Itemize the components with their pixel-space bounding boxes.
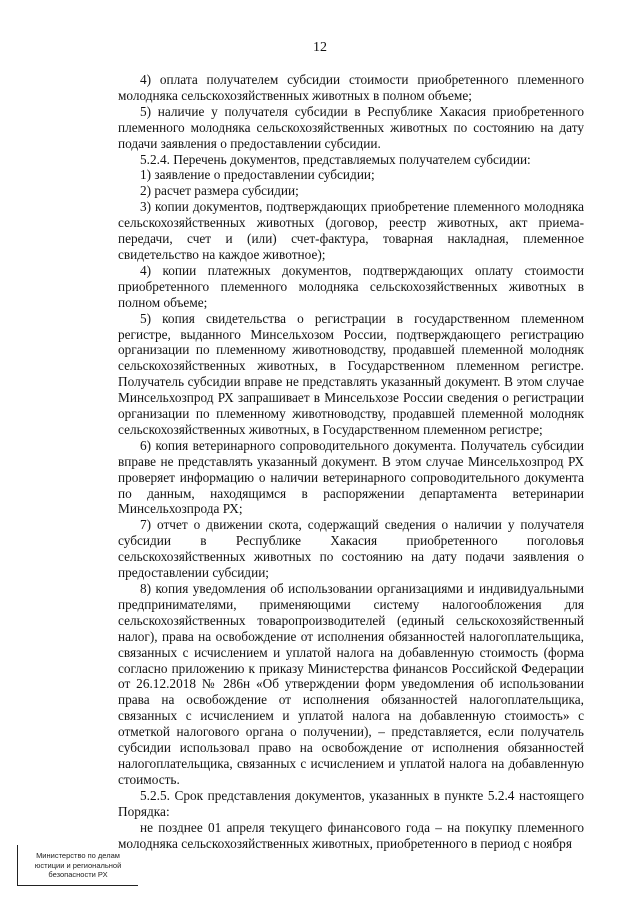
paragraph: 7) отчет о движении скота, содержащий сведения о наличии у получателя субсидии в Республике Хакасия приобретенного поголовья сельскохозяйственных животных по состоянию на дату подачи заявления о предоставлении субсидии; bbox=[118, 517, 584, 581]
stamp-line: юстиции и региональной bbox=[34, 860, 122, 870]
paragraph: 6) копия ветеринарного сопроводительного документа. Получатель субсидии вправе не представлять указанный документ. В этом случае Минсельхозпрод РХ проверяет информацию о наличии ветеринарного сопроводительного документа по данным, находящимся в распоряжении департамента ветеринарии Минсельхозпрода РХ; bbox=[118, 437, 584, 517]
paragraph: 4) копии платежных документов, подтверждающих оплату стоимости приобретенного племенного молодняка сельскохозяйственных животных в полном объеме; bbox=[118, 262, 584, 310]
paragraph: 1) заявление о предоставлении субсидии; bbox=[140, 167, 375, 183]
stamp-line: Министерство по делам bbox=[36, 851, 120, 860]
document-body bbox=[118, 72, 584, 851]
paragraph: 4) оплата получателем субсидии стоимости приобретенного племенного молодняка сельскохозяйственных животных в полном объеме; bbox=[118, 72, 584, 103]
paragraph: 8) копия уведомления об использовании организациями и индивидуальными предпринимателями, применяющими систему налогообложения для сельскохозяйственных товаропроизводителей (единый сельскохозяйственный налог), права на освобождение от исполнения обязанностей налогоплательщика, связанных с исчислением и уплатой налога на добавленную стоимость (форма согласно приложению к приказу Министерства финансов Российской Федерации от 26.12.2018 № 286н «Об утверждении форм уведомления об использовании права на освобождение от исполнения обязанностей налогоплательщика, связанных с исчислением и уплатой налога на добавленную стоимость» с отметкой налогового органа о получении), – представляется, если получатель субсидии использовал право на освобождение от исполнения обязанностей налогоплательщика, связанных с исчислением и уплатой налога на добавленную стоимость. bbox=[118, 581, 584, 787]
paragraph: 2) расчет размера субсидии; bbox=[140, 183, 299, 199]
paragraph: 5) копия свидетельства о регистрации в государственном племенном регистре, выданного Минсельхозом России, подтверждающего регистрацию организации по племенному животноводству, продавшей племенной молодняк сельскохозяйственных животных, в Государственном племенном регистре. Получатель субсидии вправе не представлять указанный документ. В этом случае Минсельхозпрод РХ запрашивает в Минсельхозе России сведения о регистрации организации по племенному животноводству, продавшей племенной молодняк сельскохозяйственных животных, в Государственном племенном регистре; bbox=[118, 310, 584, 437]
ministry-stamp bbox=[17, 845, 138, 886]
stamp-line: безопасности РХ bbox=[48, 870, 108, 879]
page-number: 12 bbox=[313, 40, 327, 55]
paragraph: 5.2.5. Срок представления документов, указанных в пункте 5.2.4 настоящего Порядка: bbox=[118, 787, 584, 819]
paragraph: 3) копии документов, подтверждающих приобретение племенного молодняка сельскохозяйственных животных (договор, реестр животных, акт приема-передачи, счет и (или) счет-фактура, товарная накладная, племенное свидетельство на каждое животное); bbox=[118, 199, 584, 262]
paragraph: не позднее 01 апреля текущего финансового года – на покупку племенного молодняка сельскохозяйственных животных, приобретенного в период с ноября bbox=[118, 819, 584, 851]
paragraph: 5) наличие у получателя субсидии в Республике Хакасия приобретенного племенного молодняка сельскохозяйственных животных по состоянию на дату подачи заявления о предоставлении субсидии. bbox=[118, 103, 584, 151]
paragraph: 5.2.4. Перечень документов, представляемых получателем субсидии: bbox=[140, 151, 531, 167]
